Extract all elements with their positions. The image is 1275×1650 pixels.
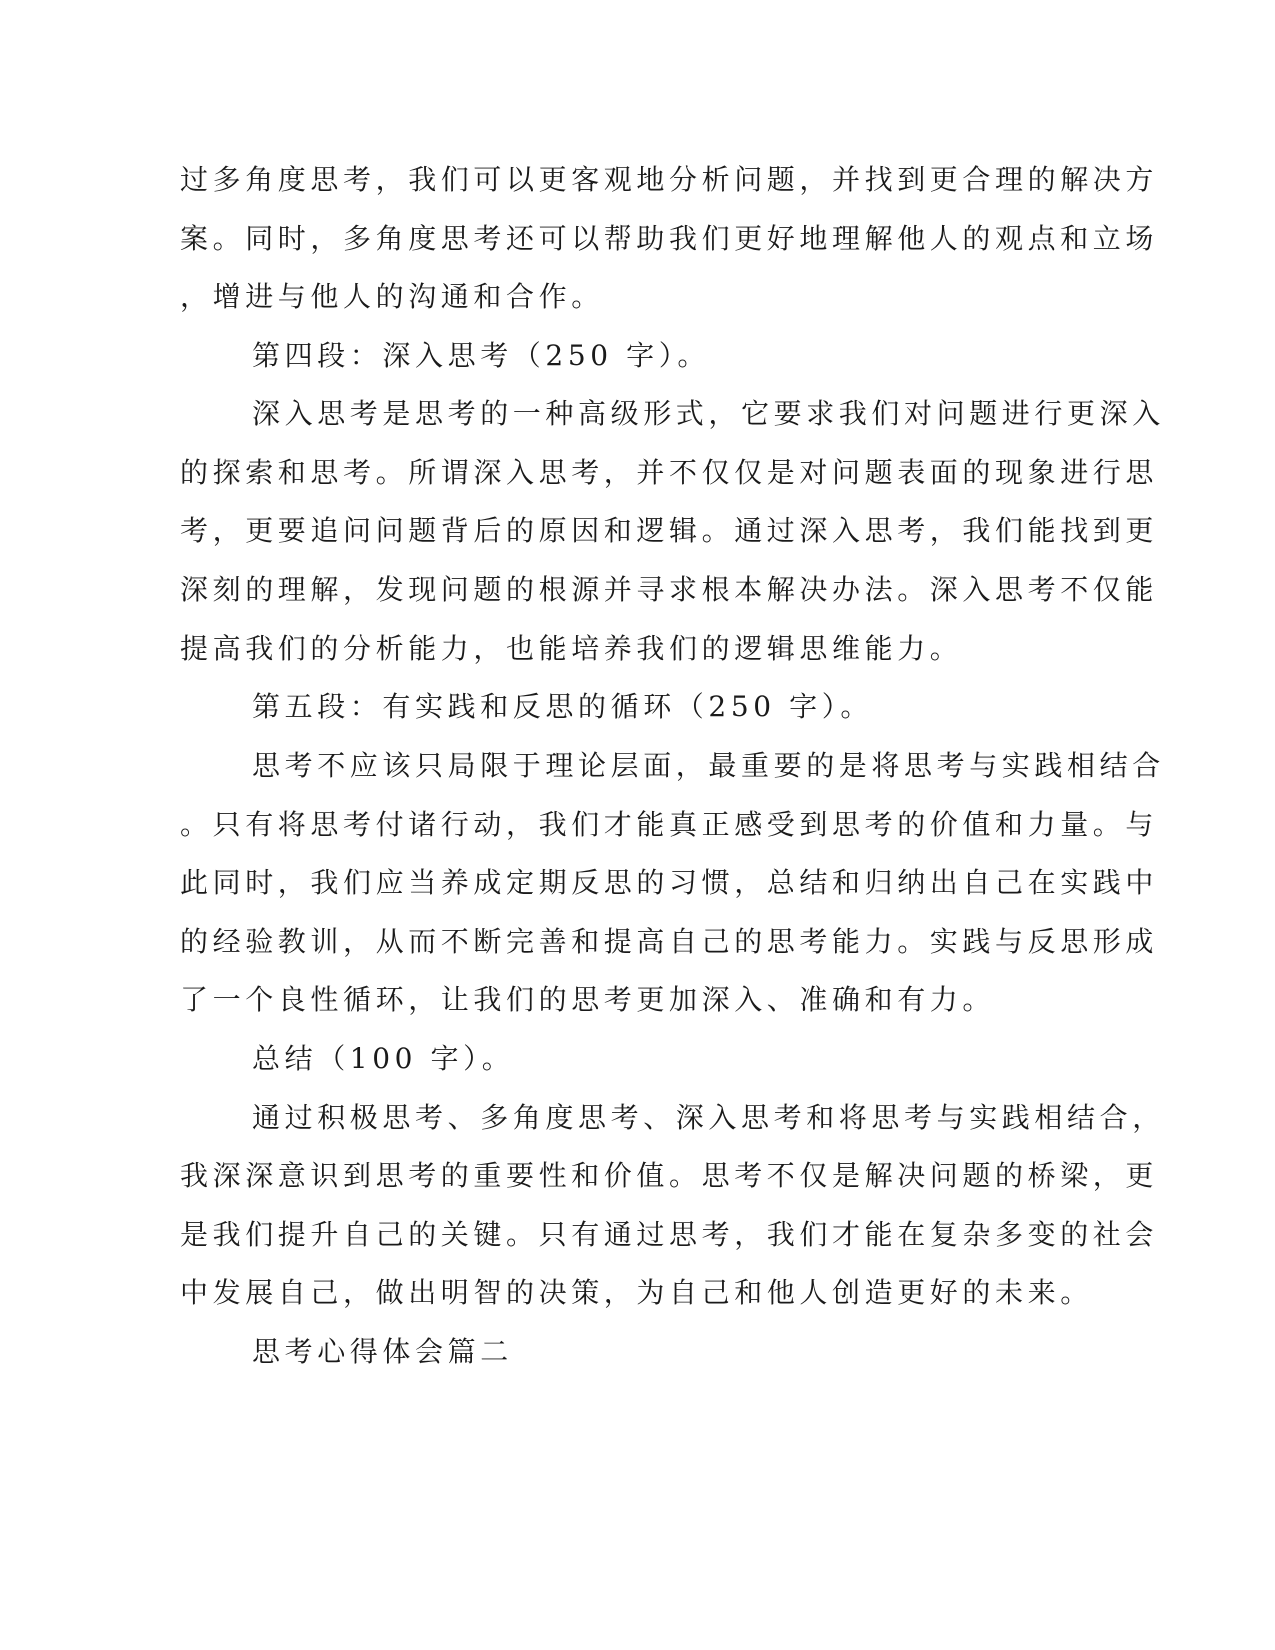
section-heading: 总结（100 字）。: [252, 1042, 515, 1075]
text-line: 的探索和思考。所谓深入思考，并不仅仅是对问题表面的现象进行思: [180, 456, 1159, 489]
text-line: 了一个良性循环，让我们的思考更加深入、准确和有力。: [180, 983, 996, 1016]
section-heading: 第五段：有实践和反思的循环（250 字）。: [252, 690, 873, 723]
section-heading: 第四段：深入思考（250 字）。: [252, 339, 710, 372]
text-line: 通过积极思考、多角度思考、深入思考和将思考与实践相结合，: [252, 1101, 1165, 1134]
text-line: 是我们提升自己的关键。只有通过思考，我们才能在复杂多变的社会: [180, 1218, 1159, 1251]
text-line: 。只有将思考付诸行动，我们才能真正感受到思考的价值和力量。与: [180, 808, 1159, 841]
text-line: 思考不应该只局限于理论层面，最重要的是将思考与实践相结合: [252, 749, 1165, 782]
text-line: 案。同时，多角度思考还可以帮助我们更好地理解他人的观点和立场: [180, 222, 1159, 255]
text-line: ，增进与他人的沟通和合作。: [180, 280, 604, 313]
text-line: 深刻的理解，发现问题的根源并寻求根本解决办法。深入思考不仅能: [180, 573, 1159, 606]
text-line: 提高我们的分析能力，也能培养我们的逻辑思维能力。: [180, 632, 963, 665]
text-line: 考，更要追问问题背后的原因和逻辑。通过深入思考，我们能找到更: [180, 514, 1159, 547]
text-line: 此同时，我们应当养成定期反思的习惯，总结和归纳出自己在实践中: [180, 866, 1159, 899]
text-line: 的经验教训，从而不断完善和提高自己的思考能力。实践与反思形成: [180, 925, 1159, 958]
text-line: 深入思考是思考的一种高级形式，它要求我们对问题进行更深入: [252, 397, 1165, 430]
text-line: 我深深意识到思考的重要性和价值。思考不仅是解决问题的桥梁，更: [180, 1159, 1159, 1192]
text-line: 过多角度思考，我们可以更客观地分析问题，并找到更合理的解决方: [180, 163, 1159, 196]
text-line: 中发展自己，做出明智的决策，为自己和他人创造更好的未来。: [180, 1276, 1093, 1309]
section-heading: 思考心得体会篇二: [252, 1335, 513, 1368]
